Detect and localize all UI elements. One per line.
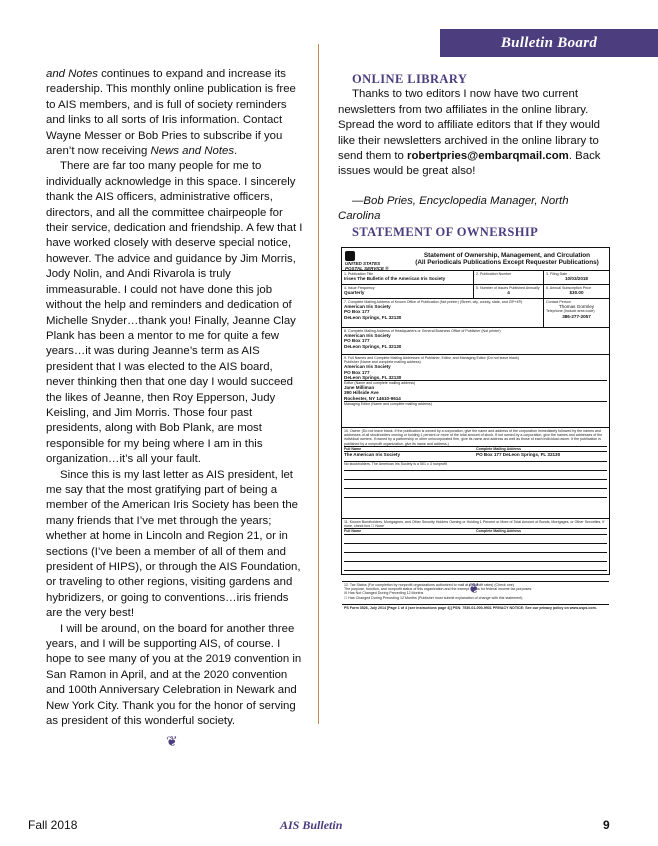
eagle-icon (345, 251, 355, 261)
footer-magazine: AIS Bulletin (280, 818, 343, 832)
signature: —Bob Pries, Encyclopedia Manager, North Carolina (338, 194, 569, 223)
form-footer: PS Form 3526, July 2014 [Page 1 of 4 (see instructions page 4)] PSN: 7530-01-000-9931 PRIVACY NOTICE: See our privacy policy on www.usps.com. (344, 606, 597, 610)
statement-heading: STATEMENT OF OWNERSHIP (352, 224, 539, 239)
section-banner: Bulletin Board (440, 29, 658, 57)
footer-page-number: 9 (603, 818, 610, 832)
left-column (46, 67, 303, 729)
paragraph-4: I will be around, on the board for another three years, and I will be supporting AIS, of course. I hope to see many of you at the 2019 convention in San Ramon in April, and at the 2020 convention and 100th Anniversary Celebration in Newark and New York City. Thank you for the honor of serving as president of this wonderful society. (46, 622, 302, 728)
pub-title: Irises The Bulletin of the American Iris Society (344, 276, 446, 282)
form-title: Statement of Ownership, Management, and Circulation (All Periodicals Publications Except Requester Publications) (415, 252, 599, 266)
paragraph-1: and Notes continues to expand and increase its readership. This monthly online publication is free to AIS members, and is full of society reminders and links to all sorts of Iris information. Contact Wayne Messer or Bob Pries to subscribe if you aren’t now receiving News and Notes. (46, 68, 296, 158)
column-divider (318, 44, 319, 724)
footer-issue: Fall 2018 (28, 818, 78, 832)
paragraph-3: Since this is my last letter as AIS president, let me say that the most gratifying part of being a member of the American Iris Society has been the many friends that I’ve met through the years; whether at home in Lincoln and Region 21, or in sections (I’ve been a member of all of them and president of HIPS), or through the AIS Foundation, or traveling to other regions, visiting gardens and hybridizers, or going to conventions…iris friends are the very best! (46, 468, 301, 620)
iris-ornament-icon: ❦ (166, 733, 178, 749)
right-column (338, 72, 610, 240)
online-library-heading: ONLINE LIBRARY (352, 72, 468, 86)
ownership-form: UNITED STATES POSTAL SERVICE ® Statement of Ownership, Management, and Circulation (All Periodicals Publications Except Requester Publications) 1. Publication Title Irises The Bulletin of the American Iris Society 2. Publication Number 3. Filing Date 10/03/2018 4. Issue Frequency Quarterly 5. Number of Issues Published Annually 4 6. Annual Subscription Price $30.00 7. Complete Mailing Address of Known Office of Publication (Not printer) (Street, city, county, state, and ZIP+4®) American Iris Society PO Box 177 DeLeon Springs, FL 32130 Contact Person Thomas Gormley Telephone (Include area code) 386-277-2057 8. Complete Mailing Address of Headquarters or General Business Office of Publisher (Not printer) American Iris Society PO Box 177 DeLeon Springs, FL 32130 9. Full Names and Complete Mailing Addresses of Publisher, Editor, and Managing Editor (Do not leave blank) Publisher (Name and complete mailing address) American Iris Society PO Box 177 DeLeon Springs, FL 32130 Editor (Name and complete mailing address) Jane Milliman 390 Hillside Ave Rochester, NY 14610-9614 Managing Editor (Name and complete mailing address) 10. Owner (Do not leave blank. If the publication is owned by a corporation, give the name and address of the corporation immediately followed by the names and addresses of all stockholders owning or holding 1 percent or more of the total amount of stock. If not owned by a corporation, give the names and addresses of the individual owners. If owned by a partnership or other unincorporated firm, give its name and address as well as those of each individual owner. If the publication is published by a nonprofit organization, give its name and address.) Full Name Complete Mailing Address The American Iris Society PO Box 177 DeLeon Springs, FL 32130 No stockholders. The American Iris Society is a 501 c 3 nonprofit 11. Known Bondholders, Mortgagees, and Other Security Holders Owning or Holding 1 Percent or More of Total Amount of Bonds, Mortgages, or Other Securities. If none, check box ☐ None Full Name Complete Mailing Address 12. Tax Status (For completion by nonprofit organizations authorized to mail at nonprofit rates) (Check one) The purpose, function, and nonprofit status of this organization and the exempt status for federal income tax purposes: ☒ Has Not Changed During Preceding 12 Months ☐ Has Changed During Preceding 12 Months (Publisher must submit explanation of change with this statement) PS Form 3526, July 2014 [Page 1 of 4 (see instructions page 4)] PSN: 7530-01-000-9931 PRIVACY NOTICE: See our privacy policy on www.usps.com. (341, 247, 610, 575)
paragraph-2: There are far too many people for me to individually acknowledge in this space. I sincerely thank the AIS officers, administrative officers, directors, and all the committee chairpeople for their service, dedication and friendship. A few that I have worked closely with deserve special notice, however. The advice and guidance by Jim Morris, Jody Nolin, and Andi Rivarola is truly immeasurable. I could not have done this job without the help and reminders and dedication of Michelle Snyder…thank you! Finally, Jeanne Clay Plank has been a mentor to me for quite a few years…it was during Jeanne’s term as AIS president that I was elected to the AIS board, never thinking then that one day I would succeed the likes of Jeanne, then Roy Epperson, Judy Keisling, and Jim Morris. Those four past presidents, along with Bob Plank, are most responsible for my being where I am in this organization…it’s all your fault. (46, 160, 303, 466)
usps-logo: UNITED STATES POSTAL SERVICE ® (345, 251, 395, 265)
online-library-text: Thanks to two editors I now have two current newsletters from two affiliates in the online library. Spread the word to affiliate editors that If they would like their newsletters archived in the online library to send them to robertpries@embarqmail.com. Back issues would be great also! (338, 88, 601, 178)
iris-ornament-icon: ❦ (468, 580, 480, 596)
